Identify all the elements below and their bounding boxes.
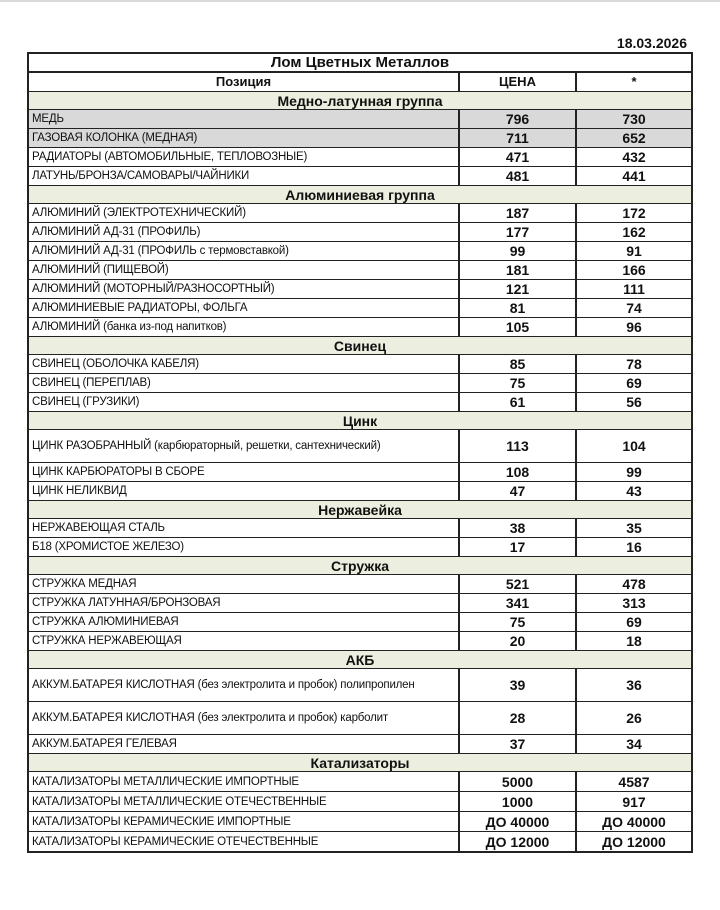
item-price-star: 111 (576, 280, 692, 299)
item-price: 177 (459, 223, 576, 242)
item-price: 113 (459, 430, 576, 463)
group-header-row (28, 651, 692, 669)
column-header-price: ЦЕНА (459, 72, 576, 92)
item-name: АЛЮМИНИЙ (банка из-под напитков) (28, 318, 459, 337)
table-row (28, 318, 692, 337)
table-row (28, 632, 692, 651)
item-price-star: ДО 40000 (576, 812, 692, 832)
table-row (28, 812, 692, 832)
item-name: РАДИАТОРЫ (АВТОМОБИЛЬНЫЕ, ТЕПЛОВОЗНЫЕ) (28, 148, 459, 167)
item-name: ЦИНК КАРБЮРАТОРЫ В СБОРЕ (28, 463, 459, 482)
group-title: Нержавейка (28, 501, 692, 519)
item-name: КАТАЛИЗАТОРЫ МЕТАЛЛИЧЕСКИЕ ИМПОРТНЫЕ (28, 772, 459, 792)
group-header-row (28, 337, 692, 355)
group-title: Катализаторы (28, 754, 692, 772)
item-name: ЛАТУНЬ/БРОНЗА/САМОВАРЫ/ЧАЙНИКИ (28, 167, 459, 186)
item-price: 20 (459, 632, 576, 651)
item-name: АЛЮМИНИЙ АД-31 (ПРОФИЛЬ с термовставкой) (28, 242, 459, 261)
item-name: НЕРЖАВЕЮЩАЯ СТАЛЬ (28, 519, 459, 538)
item-price-star: 56 (576, 393, 692, 412)
table-row (28, 430, 692, 463)
item-price-star: 74 (576, 299, 692, 318)
group-header-row (28, 754, 692, 772)
group-title: Свинец (28, 337, 692, 355)
item-price-star: 78 (576, 355, 692, 374)
item-name: СТРУЖКА НЕРЖАВЕЮЩАЯ (28, 632, 459, 651)
item-price: 711 (459, 129, 576, 148)
item-price-star: 96 (576, 318, 692, 337)
item-price: 521 (459, 575, 576, 594)
item-price-star: 104 (576, 430, 692, 463)
item-price: 187 (459, 204, 576, 223)
item-price: 81 (459, 299, 576, 318)
item-price-star: 478 (576, 575, 692, 594)
table-row (28, 355, 692, 374)
item-price-star: 652 (576, 129, 692, 148)
table-row (28, 832, 692, 853)
table-header-row (28, 72, 692, 92)
table-row (28, 204, 692, 223)
item-name: ЦИНК РАЗОБРАННЫЙ (карбюраторный, решетки, сантехнический) (28, 430, 459, 463)
table-title-row (28, 53, 692, 72)
item-price-star: 34 (576, 735, 692, 754)
item-price: 108 (459, 463, 576, 482)
item-price: 28 (459, 702, 576, 735)
item-price: 75 (459, 613, 576, 632)
table-row (28, 167, 692, 186)
item-name: СВИНЕЦ (ПЕРЕПЛАВ) (28, 374, 459, 393)
item-price-star: 917 (576, 792, 692, 812)
item-price-star: 69 (576, 613, 692, 632)
table-row (28, 792, 692, 812)
item-price: 39 (459, 669, 576, 702)
table-row (28, 482, 692, 501)
item-price-star: 441 (576, 167, 692, 186)
table-row (28, 299, 692, 318)
item-name: СТРУЖКА МЕДНАЯ (28, 575, 459, 594)
item-price: 75 (459, 374, 576, 393)
item-name: КАТАЛИЗАТОРЫ КЕРАМИЧЕСКИЕ ОТЕЧЕСТВЕННЫЕ (28, 832, 459, 853)
item-name: Б18 (ХРОМИСТОЕ ЖЕЛЕЗО) (28, 538, 459, 557)
group-header-row (28, 412, 692, 430)
table-row (28, 148, 692, 167)
item-name: КАТАЛИЗАТОРЫ МЕТАЛЛИЧЕСКИЕ ОТЕЧЕСТВЕННЫЕ (28, 792, 459, 812)
item-price: 341 (459, 594, 576, 613)
column-header-star: * (576, 72, 692, 92)
item-name: ЦИНК НЕЛИКВИД (28, 482, 459, 501)
item-name: АЛЮМИНИЕВЫЕ РАДИАТОРЫ, ФОЛЬГА (28, 299, 459, 318)
table-row (28, 261, 692, 280)
item-price-star: 36 (576, 669, 692, 702)
item-price-star: 91 (576, 242, 692, 261)
item-price-star: 172 (576, 204, 692, 223)
top-edge-bar (0, 0, 720, 2)
item-price: 121 (459, 280, 576, 299)
item-name: АЛЮМИНИЙ (ЭЛЕКТРОТЕХНИЧЕСКИЙ) (28, 204, 459, 223)
group-title: Стружка (28, 557, 692, 575)
group-title: Медно-латунная группа (28, 92, 692, 110)
table-row (28, 613, 692, 632)
item-price: 61 (459, 393, 576, 412)
price-date: 18.03.2026 (616, 35, 687, 51)
table-title: Лом Цветных Металлов (28, 53, 692, 72)
item-name: АККУМ.БАТАРЕЯ ГЕЛЕВАЯ (28, 735, 459, 754)
item-price-star: 35 (576, 519, 692, 538)
group-header-row (28, 186, 692, 204)
item-price: 181 (459, 261, 576, 280)
item-name: КАТАЛИЗАТОРЫ КЕРАМИЧЕСКИЕ ИМПОРТНЫЕ (28, 812, 459, 832)
item-name: МЕДЬ (28, 110, 459, 129)
table-row (28, 594, 692, 613)
item-price-star: 16 (576, 538, 692, 557)
table-row (28, 374, 692, 393)
item-price: 85 (459, 355, 576, 374)
item-price-star: 432 (576, 148, 692, 167)
group-header-row (28, 557, 692, 575)
table-row (28, 702, 692, 735)
table-row (28, 129, 692, 148)
group-header-row (28, 92, 692, 110)
item-price: 796 (459, 110, 576, 129)
item-price: 37 (459, 735, 576, 754)
item-price: ДО 12000 (459, 832, 576, 853)
item-price: 5000 (459, 772, 576, 792)
item-name: ГАЗОВАЯ КОЛОНКА (МЕДНАЯ) (28, 129, 459, 148)
table-row (28, 669, 692, 702)
item-price: 17 (459, 538, 576, 557)
item-price: 99 (459, 242, 576, 261)
item-price-star: 313 (576, 594, 692, 613)
item-price: 481 (459, 167, 576, 186)
item-name: СТРУЖКА АЛЮМИНИЕВАЯ (28, 613, 459, 632)
item-name: АЛЮМИНИЙ (ПИЩЕВОЙ) (28, 261, 459, 280)
table-row (28, 242, 692, 261)
table-row (28, 280, 692, 299)
table-row (28, 110, 692, 129)
table-row (28, 519, 692, 538)
item-price-star: ДО 12000 (576, 832, 692, 853)
item-name: СВИНЕЦ (ГРУЗИКИ) (28, 393, 459, 412)
item-price: 471 (459, 148, 576, 167)
item-price-star: 730 (576, 110, 692, 129)
table-row (28, 463, 692, 482)
item-price: 38 (459, 519, 576, 538)
item-name: СТРУЖКА ЛАТУННАЯ/БРОНЗОВАЯ (28, 594, 459, 613)
item-name: АККУМ.БАТАРЕЯ КИСЛОТНАЯ (без электролита и пробок) карболит (28, 702, 459, 735)
item-price-star: 162 (576, 223, 692, 242)
group-title: АКБ (28, 651, 692, 669)
item-price: ДО 40000 (459, 812, 576, 832)
item-price-star: 18 (576, 632, 692, 651)
item-price: 105 (459, 318, 576, 337)
item-price-star: 99 (576, 463, 692, 482)
group-header-row (28, 501, 692, 519)
table-row (28, 575, 692, 594)
item-price: 47 (459, 482, 576, 501)
item-price-star: 69 (576, 374, 692, 393)
item-name: АЛЮМИНИЙ (МОТОРНЫЙ/РАЗНОСОРТНЫЙ) (28, 280, 459, 299)
group-title: Алюминиевая группа (28, 186, 692, 204)
item-price-star: 4587 (576, 772, 692, 792)
group-title: Цинк (28, 412, 692, 430)
item-price: 1000 (459, 792, 576, 812)
item-name: АЛЮМИНИЙ АД-31 (ПРОФИЛЬ) (28, 223, 459, 242)
item-price-star: 43 (576, 482, 692, 501)
item-name: СВИНЕЦ (ОБОЛОЧКА КАБЕЛЯ) (28, 355, 459, 374)
table-row (28, 393, 692, 412)
price-table (27, 52, 693, 853)
table-row (28, 223, 692, 242)
item-price-star: 166 (576, 261, 692, 280)
table-row (28, 538, 692, 557)
item-price-star: 26 (576, 702, 692, 735)
table-row (28, 735, 692, 754)
table-row (28, 772, 692, 792)
column-header-position: Позиция (28, 72, 459, 92)
item-name: АККУМ.БАТАРЕЯ КИСЛОТНАЯ (без электролита и пробок) полипропилен (28, 669, 459, 702)
